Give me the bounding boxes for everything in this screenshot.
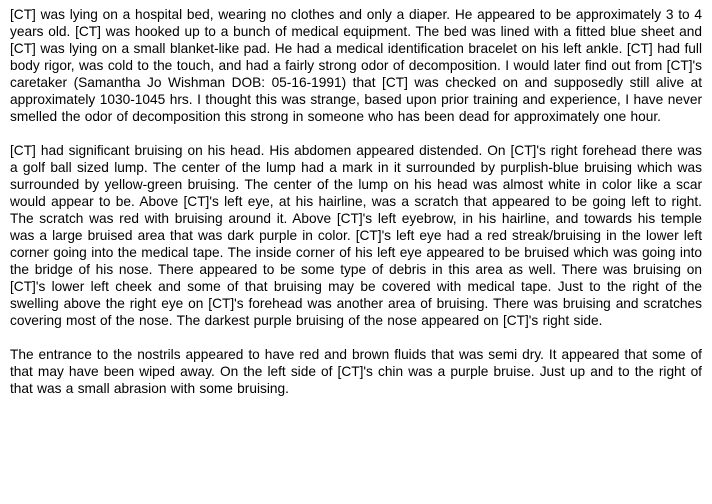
report-paragraph-scene-description: [CT] was lying on a hospital bed, wearing no clothes and only a diaper. He appeared to be approximately 3 to 4 years old. [CT] was hooked up to a bunch of medical equipment. The bed was lined with a fitted blue sheet and [CT] was lying on a small blanket-like pad. He had a medical identification bracelet on his left ankle. [CT] had full body rigor, was cold to the touch, and had a fairly strong odor of decomposition. I would later find out from [CT]'s caretaker (Samantha Jo Wishman DOB: 05-16-1991) that [CT] was checked on and supposedly still alive at approximately 1030-1045 hrs. I thought this was strange, based upon prior training and experience, I have never smelled the odor of decomposition this strong in someone who has been dead for approximately one hour. [10, 7, 702, 124]
report-paragraph-nose-chin-injuries: The entrance to the nostrils appeared to have red and brown fluids that was semi dry. It appeared that some of that may have been wiped away. On the left side of [CT]'s chin was a purple bruise. Just up and to the right of that was a small abrasion with some bruising. [10, 347, 702, 396]
report-paragraph-head-injuries: [CT] had significant bruising on his head. His abdomen appeared distended. On [CT]'s right forehead there was a golf ball sized lump. The center of the lump had a mark in it surrounded by purplish-blue bruising which was surrounded by yellow-green bruising. The center of the lump on his head was almost white in color like a scar would appear to be. Above [CT]'s left eye, at his hairline, was a scratch that appeared to be going left to right. The scratch was red with bruising around it. Above [CT]'s left eyebrow, in his hairline, and towards his temple was a large bruised area that was dark purple in color. [CT]'s left eye had a red streak/bruising in the lower left corner going into the medical tape. The inside corner of his left eye appeared to be bruised which was going into the bridge of his nose. There appeared to be some type of debris in this area as well. There was bruising on [CT]'s lower left cheek and some of that bruising may be covered with medical tape. Just to the right of the swelling above the right eye on [CT]'s forehead was another area of bruising. There was bruising and scratches covering most of the nose. The darkest purple bruising of the nose appeared on [CT]'s right side. [10, 143, 702, 328]
